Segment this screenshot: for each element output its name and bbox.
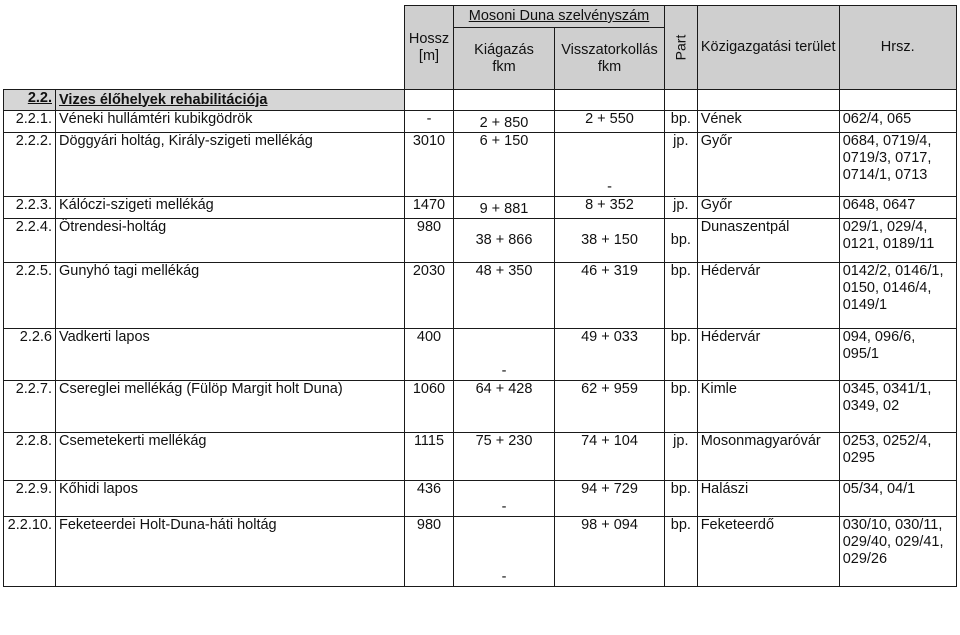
- row-visszatorkollas: 2 + 550: [555, 111, 665, 133]
- row-terulet: Mosonmagyaróvár: [697, 433, 839, 481]
- row-part: bp.: [665, 517, 698, 587]
- row-number: 2.2.1.: [4, 111, 56, 133]
- row-part: bp.: [665, 263, 698, 329]
- row-visszatorkollas: 94 + 729: [555, 481, 665, 517]
- row-visszatorkollas: 62 + 959: [555, 381, 665, 433]
- row-hossz: 400: [405, 329, 454, 381]
- row-hossz: 2030: [405, 263, 454, 329]
- row-number: 2.2.4.: [4, 219, 56, 263]
- row-hossz: 1060: [405, 381, 454, 433]
- row-terulet: Kimle: [697, 381, 839, 433]
- header-hossz: Hossz [m]: [405, 6, 454, 90]
- row-name: Kálóczi-szigeti mellékág: [56, 197, 405, 219]
- row-hossz: 1470: [405, 197, 454, 219]
- row-part: jp.: [665, 197, 698, 219]
- row-hrsz: 0648, 0647: [839, 197, 956, 219]
- row-number: 2.2.10.: [4, 517, 56, 587]
- row-name: Feketeerdei Holt-Duna-háti holtág: [56, 517, 405, 587]
- row-kiagazas: -: [454, 481, 555, 517]
- row-name: Kőhidi lapos: [56, 481, 405, 517]
- row-hossz: 436: [405, 481, 454, 517]
- table-row: [4, 481, 957, 517]
- row-number: 2.2.5.: [4, 263, 56, 329]
- row-name: Véneki hullámtéri kubikgödrök: [56, 111, 405, 133]
- table-row: [4, 517, 957, 587]
- header-group-szelvenyszam: Mosoni Duna szelvényszám: [454, 6, 665, 28]
- row-visszatorkollas: 98 + 094: [555, 517, 665, 587]
- header-visszatorkollas: Visszatorkollás fkm: [555, 28, 665, 90]
- header-part: Part: [665, 6, 698, 90]
- row-name: Gunyhó tagi mellékág: [56, 263, 405, 329]
- row-name: Csereglei mellékág (Fülöp Margit holt Duna): [56, 381, 405, 433]
- row-terulet: Vének: [697, 111, 839, 133]
- section-number: 2.2.: [4, 90, 56, 111]
- row-hrsz: 094, 096/6, 095/1: [839, 329, 956, 381]
- row-name: Vadkerti lapos: [56, 329, 405, 381]
- row-hrsz: 029/1, 029/4, 0121, 0189/11: [839, 219, 956, 263]
- row-hrsz: 062/4, 065: [839, 111, 956, 133]
- table-row: [4, 111, 957, 133]
- row-kiagazas: 9 + 881: [454, 197, 555, 219]
- row-hrsz: 0345, 0341/1, 0349, 02: [839, 381, 956, 433]
- row-number: 2.2.6: [4, 329, 56, 381]
- row-part: bp.: [665, 111, 698, 133]
- row-part: jp.: [665, 433, 698, 481]
- section-title: Vizes élőhelyek rehabilitációja: [56, 90, 405, 111]
- row-hrsz: 030/10, 030/11, 029/40, 029/41, 029/26: [839, 517, 956, 587]
- row-terulet: Feketeerdő: [697, 517, 839, 587]
- row-visszatorkollas: 49 + 033: [555, 329, 665, 381]
- row-terulet: Halászi: [697, 481, 839, 517]
- row-kiagazas: -: [454, 517, 555, 587]
- row-hrsz: 0142/2, 0146/1, 0150, 0146/4, 0149/1: [839, 263, 956, 329]
- row-part: bp.: [665, 329, 698, 381]
- section-row: [4, 90, 957, 111]
- table-row: [4, 197, 957, 219]
- row-name: Csemetekerti mellékág: [56, 433, 405, 481]
- row-number: 2.2.2.: [4, 133, 56, 197]
- row-visszatorkollas: 74 + 104: [555, 433, 665, 481]
- header-terulet: Közigazgatási terület: [697, 6, 839, 90]
- table-row: [4, 219, 957, 263]
- row-terulet: Dunaszentpál: [697, 219, 839, 263]
- row-terulet: Hédervár: [697, 263, 839, 329]
- row-visszatorkollas: 46 + 319: [555, 263, 665, 329]
- row-part: bp.: [665, 381, 698, 433]
- row-kiagazas: 38 + 866: [454, 219, 555, 263]
- row-kiagazas: 75 + 230: [454, 433, 555, 481]
- row-hrsz: 0253, 0252/4, 0295: [839, 433, 956, 481]
- row-terulet: Győr: [697, 197, 839, 219]
- row-kiagazas: 64 + 428: [454, 381, 555, 433]
- row-hossz: 3010: [405, 133, 454, 197]
- table-row: [4, 133, 957, 197]
- rehabilitation-table: [3, 5, 957, 587]
- row-terulet: Hédervár: [697, 329, 839, 381]
- header-kiagazas: Kiágazás fkm: [454, 28, 555, 90]
- row-part: bp.: [665, 481, 698, 517]
- table-row: [4, 329, 957, 381]
- row-visszatorkollas: 8 + 352: [555, 197, 665, 219]
- row-number: 2.2.7.: [4, 381, 56, 433]
- row-terulet: Győr: [697, 133, 839, 197]
- row-kiagazas: 6 + 150: [454, 133, 555, 197]
- header-blank: [4, 6, 405, 90]
- row-name: Ötrendesi-holtág: [56, 219, 405, 263]
- table-row: [4, 263, 957, 329]
- row-hossz: 1115: [405, 433, 454, 481]
- row-hossz: 980: [405, 517, 454, 587]
- row-number: 2.2.8.: [4, 433, 56, 481]
- header-hrsz: Hrsz.: [839, 6, 956, 90]
- row-kiagazas: 48 + 350: [454, 263, 555, 329]
- row-hossz: -: [405, 111, 454, 133]
- row-hrsz: 0684, 0719/4, 0719/3, 0717, 0714/1, 0713: [839, 133, 956, 197]
- row-visszatorkollas: -: [555, 133, 665, 197]
- row-number: 2.2.3.: [4, 197, 56, 219]
- row-part: jp.: [665, 133, 698, 197]
- row-number: 2.2.9.: [4, 481, 56, 517]
- row-hrsz: 05/34, 04/1: [839, 481, 956, 517]
- row-kiagazas: 2 + 850: [454, 111, 555, 133]
- table-row: [4, 381, 957, 433]
- table-row: [4, 433, 957, 481]
- row-visszatorkollas: 38 + 150: [555, 219, 665, 263]
- row-name: Döggyári holtág, Király-szigeti mellékág: [56, 133, 405, 197]
- row-hossz: 980: [405, 219, 454, 263]
- row-kiagazas: -: [454, 329, 555, 381]
- row-part: bp.: [665, 219, 698, 263]
